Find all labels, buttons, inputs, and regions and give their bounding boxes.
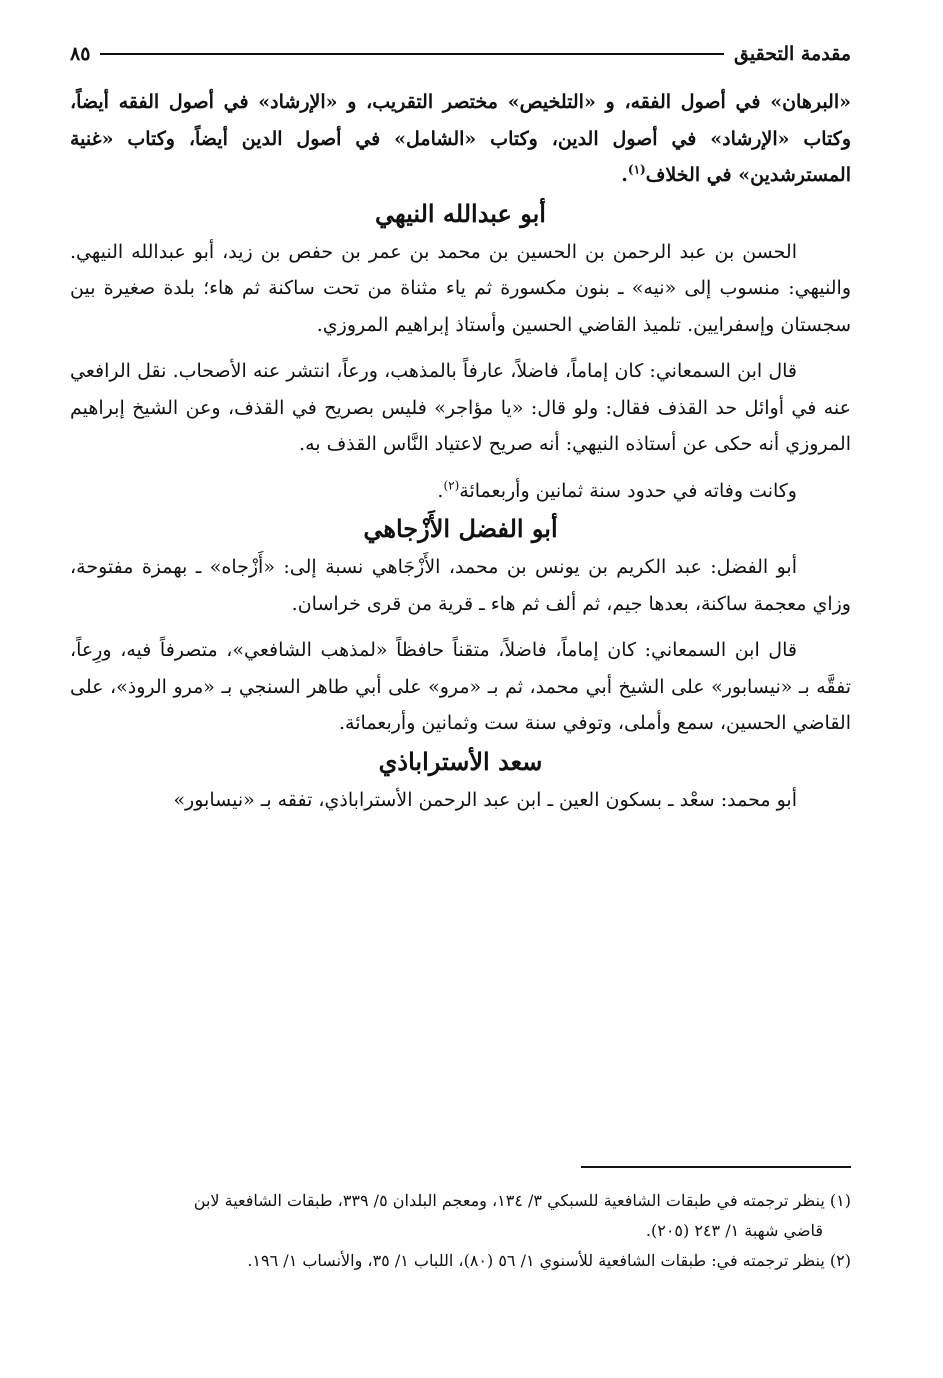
footnote-2: (٢) ينظر ترجمته في: طبقات الشافعية للأسنوي ١/ ٥٦ (٨٠)، اللباب ١/ ٣٥، والأنساب ١/ ١٩٦. — [247, 1251, 851, 1270]
running-header — [70, 38, 851, 70]
footnote-1-line-2: قاضي شهبة ١/ ٢٤٣ (٢٠٥). — [645, 1221, 823, 1240]
azjahi-paragraph-1: أبو الفضل: عبد الكريم بن يونس بن محمد، الأَزْجَاهي نسبة إلى: «أَزْجاه» ـ بهمزة مفتوحة، وزاي معجمة ساكنة، بعدها جيم، ثم ألف ثم هاء ـ قرية من قرى خراسان. — [70, 556, 851, 615]
intro-end: . — [621, 164, 628, 186]
footnote-divider — [581, 1166, 851, 1168]
nihi-death-end: . — [437, 479, 444, 502]
azjahi-paragraph-2: قال ابن السمعاني: كان إماماً، فاضلاً، متقناً حافظاً «لمذهب الشافعي»، متصرفاً فيه، ورِعاً، تفقَّه بـ «نيسابور» على الشيخ أبي محمد، ثم بـ «مرو» على أبي طاهر السنجي بـ «مرو الروذ»، على القاضي الحسين، سمع وأملى، وتوفي سنة ست وثمانين وأربعمائة. — [70, 639, 851, 734]
nihi-paragraph-3 — [70, 473, 851, 510]
nihi-death-text: وكانت وفاته في حدود سنة ثمانين وأربعمائة — [459, 479, 797, 502]
astarabadhi-paragraph-1: أبو محمد: سعْد ـ بسكون العين ـ ابن عبد الرحمن الأستراباذي، تفقه بـ «نيسابور» — [173, 788, 797, 811]
section-title-nihi: أبو عبدالله النيهي — [375, 198, 546, 228]
main-text — [70, 84, 851, 818]
section-title-azjahi: أبو الفضل الأَزْجاهي — [363, 514, 558, 543]
footnote-ref-2: (٢) — [443, 478, 460, 493]
section-title-astarabadhi: سعد الأستراباذي — [378, 746, 543, 776]
footnotes — [70, 1186, 851, 1276]
running-title: مقدمة التحقيق — [734, 43, 851, 65]
footnote-1-line-1: (١) ينظر ترجمته في طبقات الشافعية للسبكي ٣/ ١٣٤، ومعجم البلدان ٥/ ٣٣٩، طبقات الشافعية لابن — [193, 1191, 851, 1210]
header-rule — [100, 53, 724, 55]
intro-text: «البرهان» في أصول الفقه، و «التلخيص» مختصر التقريب، و «الإرشاد» في أصول الفقه أيضاً، وكتاب «الإرشاد» في أصول الدين، وكتاب «الشامل» في أصول الدين أيضاً، وكتاب «غنية المسترشدين» في الخلاف — [70, 91, 851, 186]
nihi-paragraph-1: الحسن بن عبد الرحمن بن الحسين بن محمد بن عمر بن حفص بن زيد، أبو عبدالله النيهي. والنيهي: منسوب إلى «نيه» ـ بنون مكسورة ثم ياء مثناة من تحت ساكنة ثم هاء؛ بلدة صغيرة بين سجستان وإسفرايين. تلميذ القاضي الحسين وأستاذ إبراهيم المروزي. — [70, 240, 851, 336]
page-number: ٨٥ — [70, 43, 91, 65]
nihi-paragraph-2: قال ابن السمعاني: كان إماماً، فاضلاً، عارفاً بالمذهب، ورعاً، انتشر عنه الأصحاب. نقل الرافعي عنه في أوائل حد القذف فقال: ولو قال: «يا مؤاجر» فليس بصريح في القذف، وعن الشيخ إبراهيم المروزي أنه حكى عن أستاذه النيهي: أنه صريح لاعتياد النَّاس القذف به. — [70, 360, 851, 455]
intro-paragraph — [70, 84, 851, 194]
footnote-ref-1: (١) — [627, 162, 646, 177]
